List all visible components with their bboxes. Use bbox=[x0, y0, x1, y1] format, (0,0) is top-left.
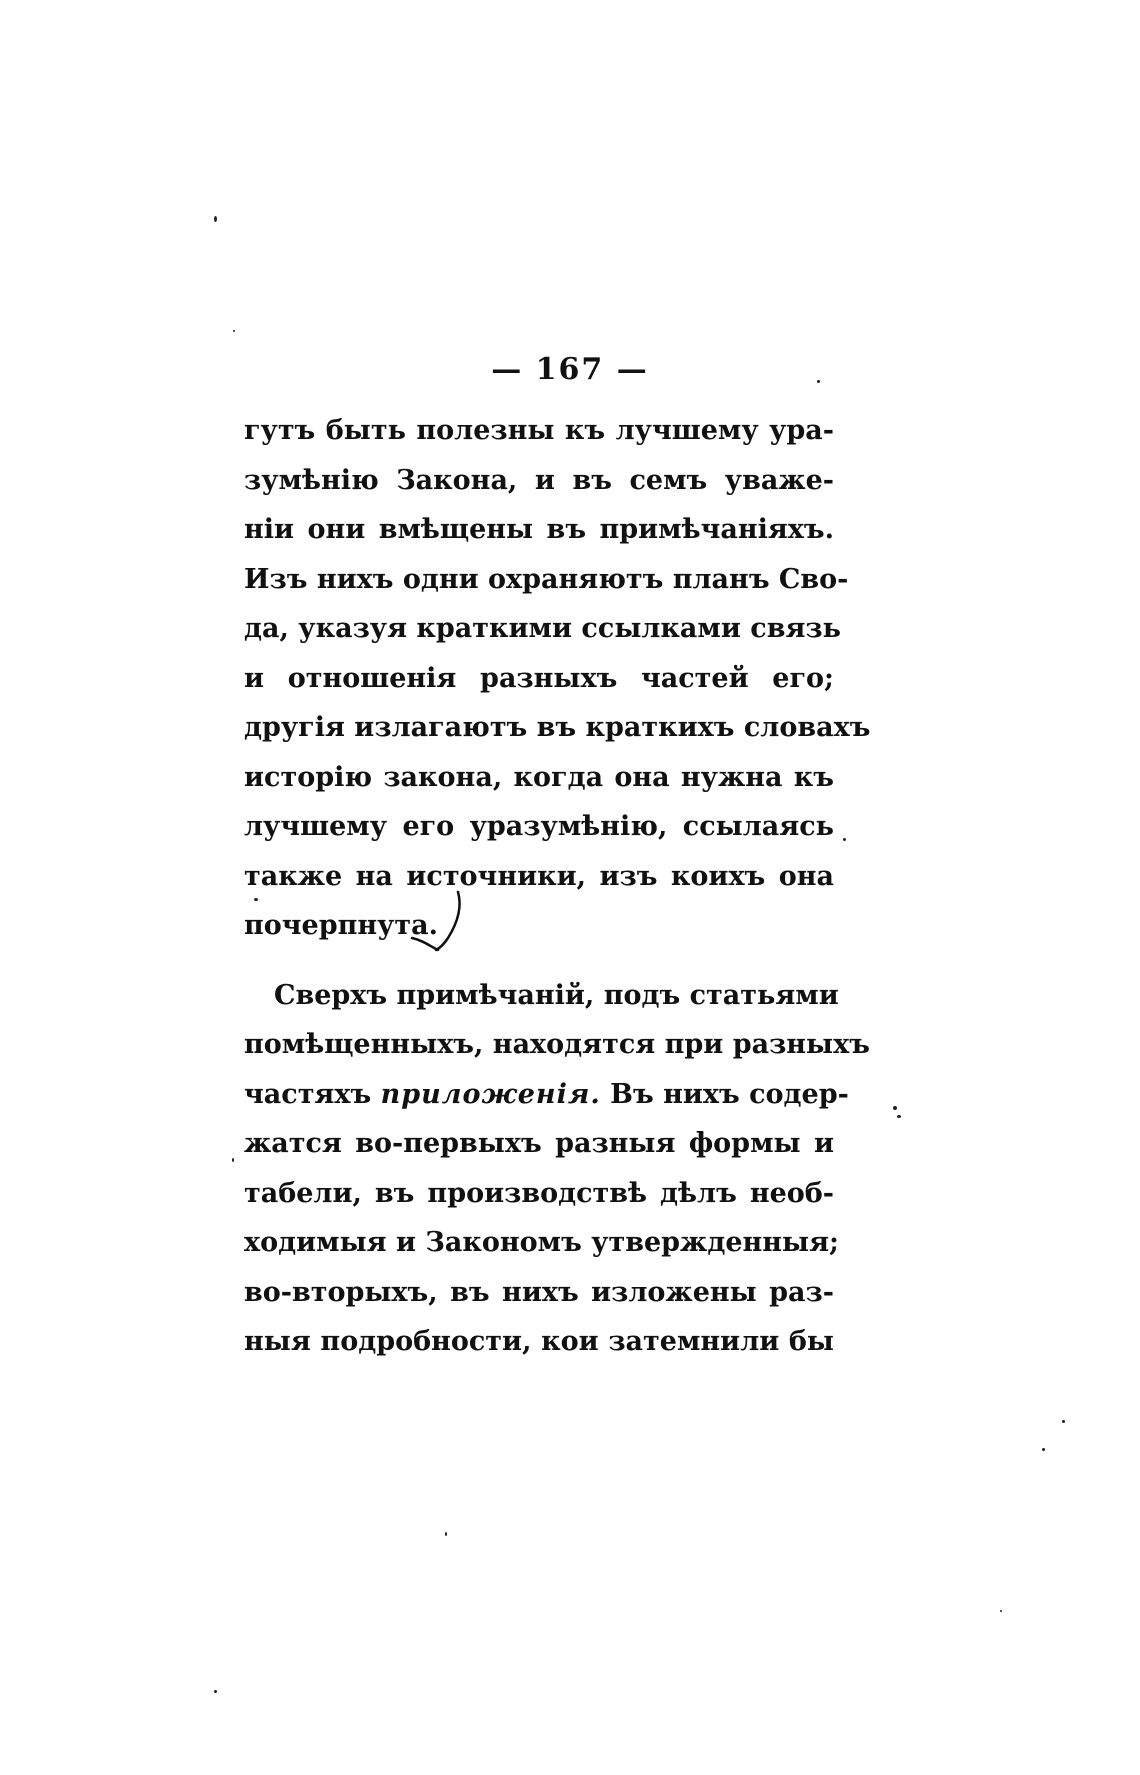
scan-speck bbox=[893, 1106, 897, 1110]
text-line: во-вторыхъ, въ нихъ изложены раз- bbox=[244, 1276, 834, 1308]
handwritten-mark-icon bbox=[408, 888, 478, 958]
text-line: табели, въ производствѣ дѣлъ необ- bbox=[244, 1177, 834, 1209]
text-line: исторію закона, когда она нужна къ bbox=[244, 761, 834, 793]
body-text bbox=[244, 406, 871, 1367]
scan-speck bbox=[232, 1158, 234, 1162]
text-line: ходимыя и Закономъ утвержденныя; bbox=[244, 1227, 840, 1258]
scan-speck bbox=[843, 838, 846, 841]
text-line: лучшему его уразумѣнію, ссылаясь bbox=[244, 811, 834, 842]
text-line: также на источники, изъ коихъ она bbox=[244, 860, 834, 892]
scan-speck bbox=[254, 898, 258, 901]
paragraph-1 bbox=[244, 406, 871, 951]
paragraph-2 bbox=[244, 971, 870, 1367]
scan-speck bbox=[1042, 1448, 1045, 1451]
text-line: ніи они вмѣщены въ примѣчаніяхъ. bbox=[244, 514, 834, 545]
text-line-with-emphasis bbox=[244, 1070, 849, 1120]
text-line: почерпнута. bbox=[244, 910, 439, 941]
text-segment: Въ нихъ содер- bbox=[600, 1078, 849, 1110]
text-line: гутъ быть полезны къ лучшему ура- bbox=[244, 415, 834, 446]
text-line: да, указуя краткими ссылками связь bbox=[244, 613, 841, 644]
scan-speck bbox=[214, 216, 217, 222]
text-line: ныя подробности, кои затемнили бы bbox=[244, 1326, 834, 1357]
scan-speck bbox=[445, 1532, 447, 1536]
text-line: зумѣнію Закона, и въ семъ уваже- bbox=[244, 464, 834, 496]
scan-speck bbox=[817, 380, 820, 383]
text-segment: частяхъ bbox=[244, 1078, 381, 1110]
text-line: и отношенія разныхъ частей его; bbox=[244, 662, 834, 694]
scan-speck bbox=[1062, 1420, 1065, 1423]
page-number-header: — 167 — bbox=[491, 352, 649, 387]
text-line: помѣщенныхъ, находятся при разныхъ bbox=[244, 1029, 870, 1060]
scan-speck bbox=[214, 1690, 217, 1693]
text-line: другія излагаютъ въ краткихъ словахъ bbox=[244, 712, 871, 743]
scan-speck bbox=[233, 330, 235, 332]
scan-speck bbox=[1000, 1610, 1002, 1612]
text-line: Изъ нихъ одни охраняютъ планъ Сво- bbox=[244, 563, 849, 595]
text-line: Сверхъ примѣчаній, подъ статьями bbox=[274, 979, 839, 1011]
text-line: жатся во-первыхъ разныя формы и bbox=[244, 1128, 834, 1159]
scan-speck bbox=[897, 1115, 901, 1118]
emphasized-term: приложенія. bbox=[380, 1078, 601, 1110]
